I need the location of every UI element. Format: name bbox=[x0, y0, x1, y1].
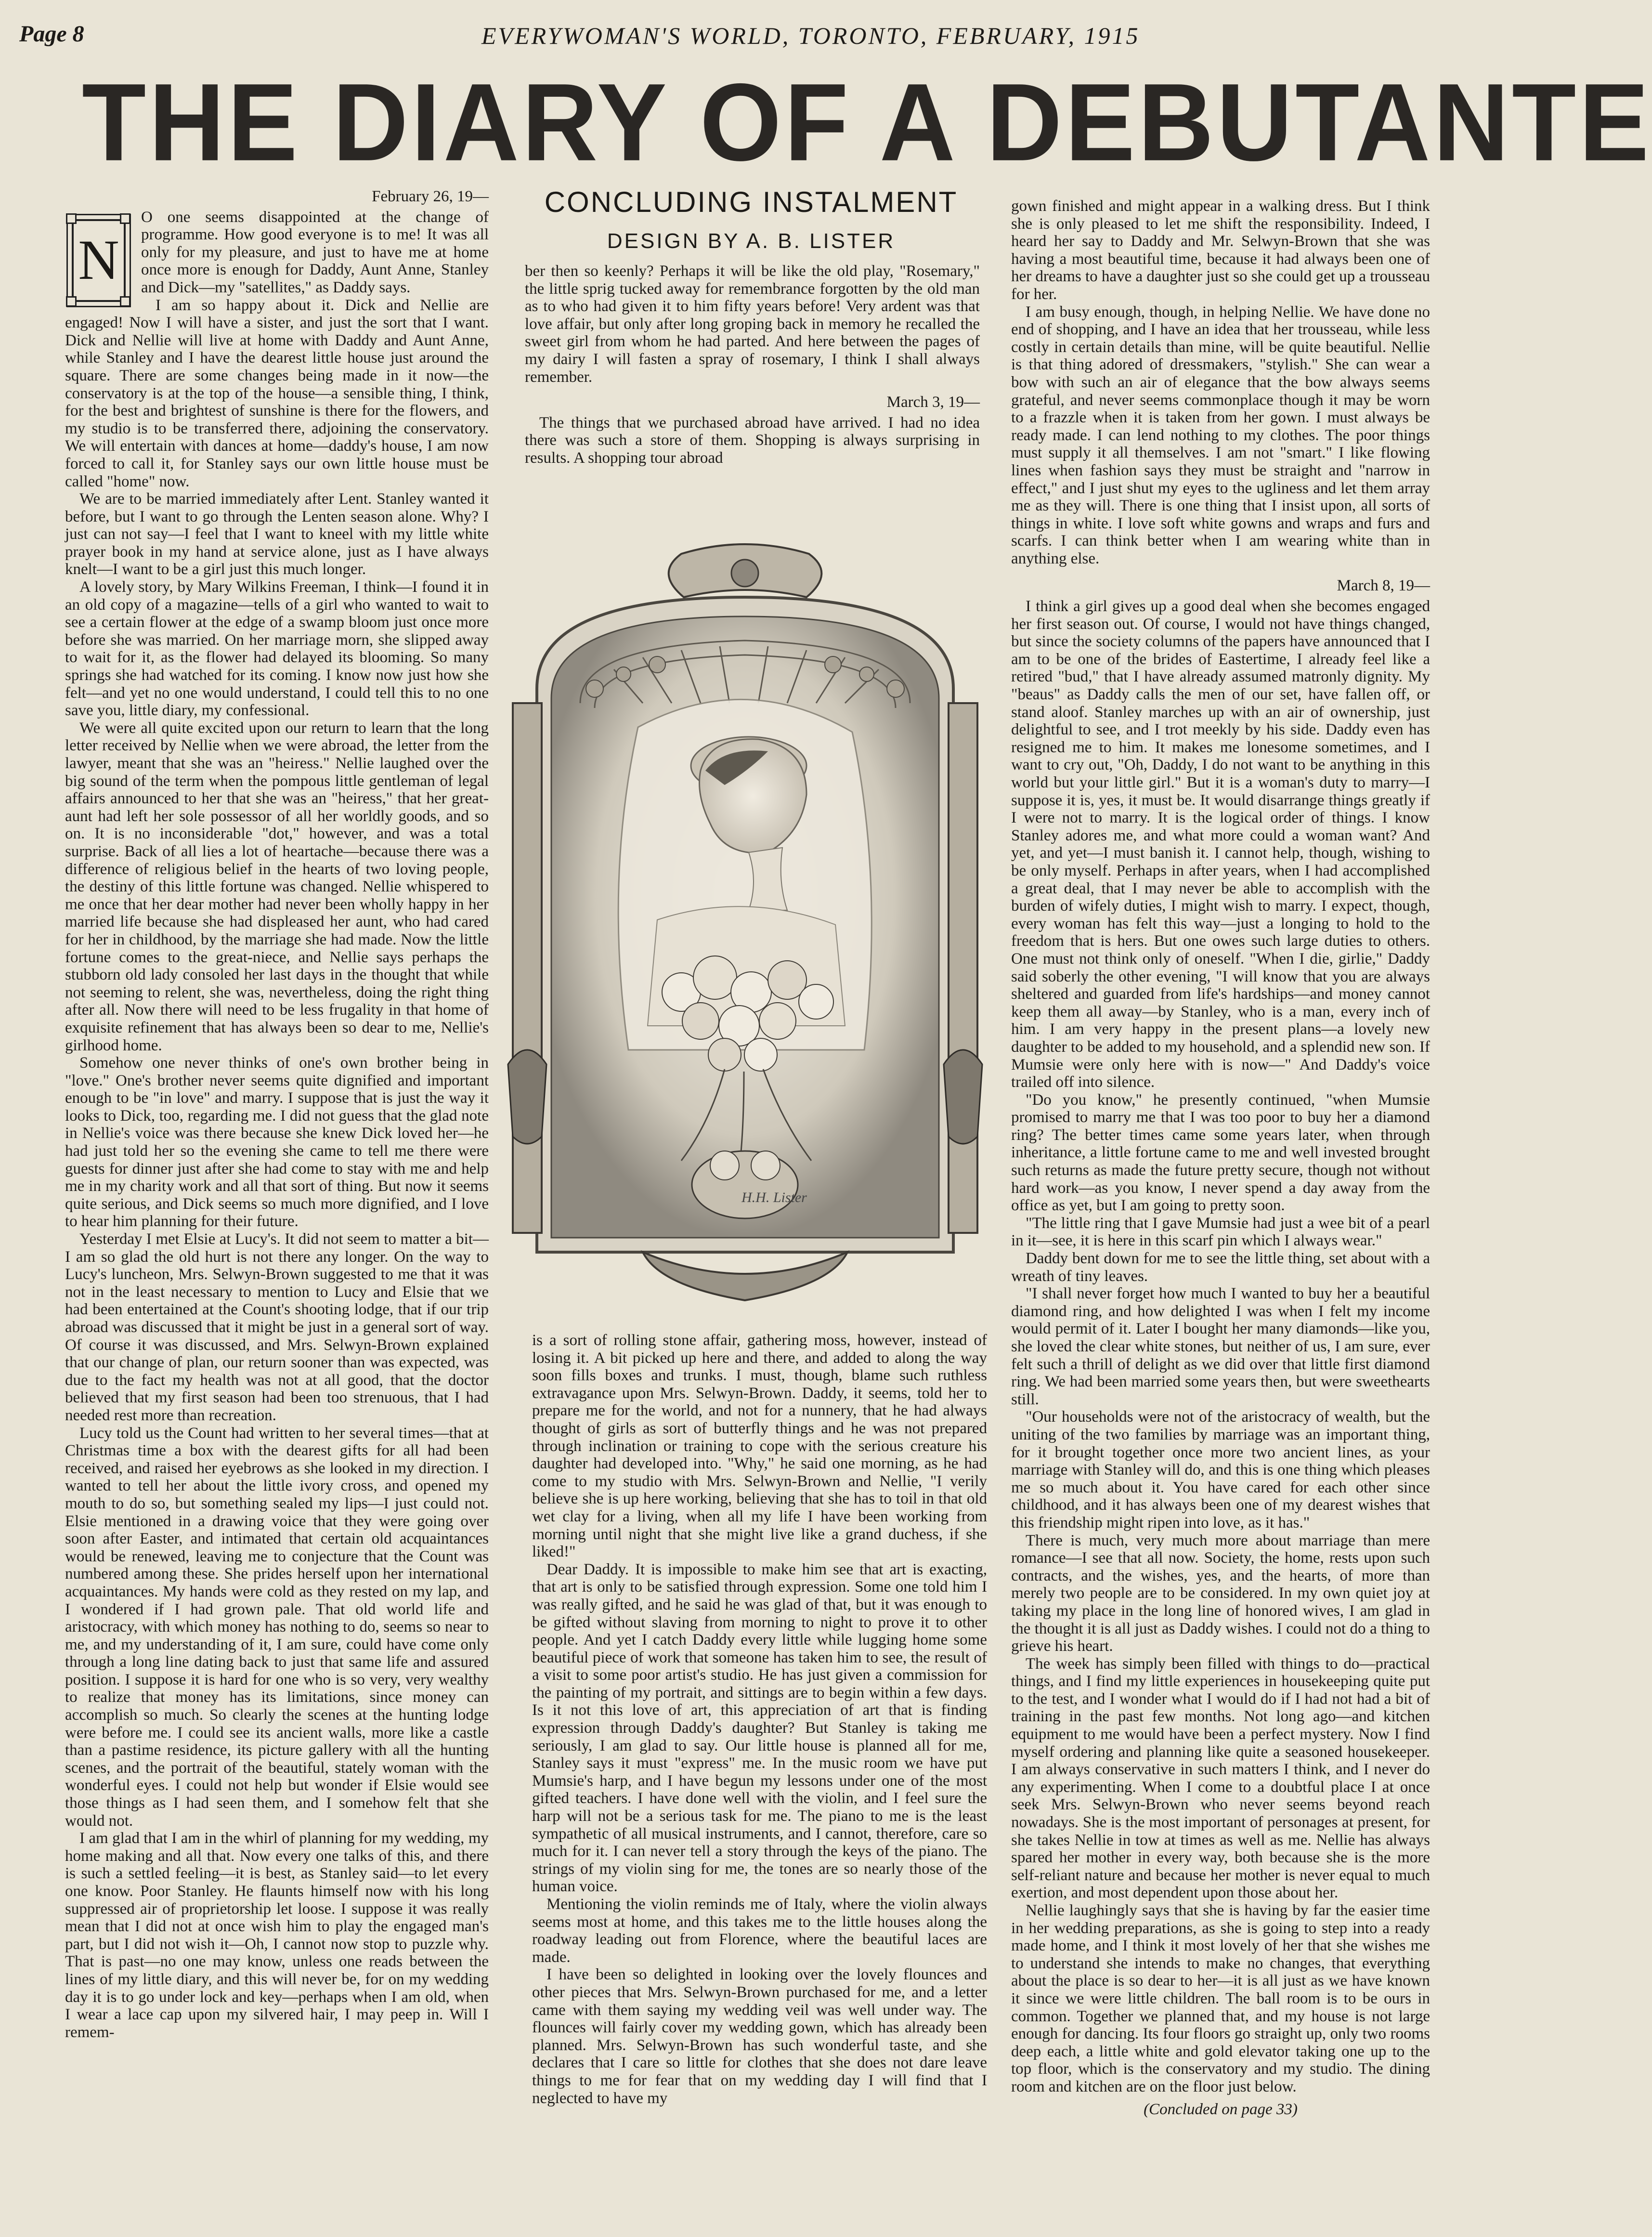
paragraph: I think a girl gives up a good deal when she becomes engaged her first season out. Of course, I would not have things changed, but since the society columns of the papers have announced that I am to be one of the brides of Eastertime, I already feel like a retired "bud," that I have already assumed matronly dignity. My "beaus" as Daddy calls the men of our set, have fallen off, or stand aloof. Stanley marches up with an air of ownership, just delightful to see, and I trot meekly by his side. Daddy even has resigned me to him. It makes me lonesome sometimes, and I want to cry out, "Oh, Daddy, I do not want to be anything in this world but your little girl." But it is a woman's duty to marry—I suppose it is, yes, it must be. It would disarrange things greatly if I were not to marry. It is the logical order of things. I know Stanley adores me, and what more could a woman want? And yet, and yet—I must banish it. I cannot help, though, wishing to be only myself. Perhaps in after years, when I had accomplished a great deal, that I may never be able to accomplish with the burden of wifely duties, I might wish to marry. I expect, though, every woman has felt this way—just a longing to hold to the freedom that is hers. But one owes such large duties to others. One must not think only of oneself. "When I die, girlie," Daddy said soberly the other evening, "I will know that you are always sheltered and guarded from life's hardships—and money cannot keep them all away—by Stanley, who is a man, every inch of him. I am very happy in the present plans—a lovely new daughter to be added to my household, and a splendid new son. If Mumsie were only here with is now—" And Daddy's voice trailed off into silence. bbox=[1011, 598, 1430, 1091]
bride-illustration bbox=[498, 544, 992, 1305]
paragraph: We are to be married immediately after Lent. Stanley wanted it before, but I want to go through the Lenten season alone. Why? I just can not say—I feel that I want to kneel with my little white prayer book in my hand at service alone, just as I have always knelt—I want to be a girl just this much longer. bbox=[65, 490, 489, 578]
diary-date: March 8, 19— bbox=[1337, 577, 1430, 595]
paragraph: is a sort of rolling stone affair, gathering moss, however, instead of losing it. A bit picked up here and there, and added to along the way soon fills boxes and trunks. I must, though, blame such ruthless extravagance upon Mrs. Selwyn-Brown. Daddy, it seems, told her to prepare me for the world, and not for a nunnery, that he had always thought of girls as sort of butterfly things and he was not prepared through inclination or training to cope with the serious creature his daughter had developed into. "Why," he said one morning, as he had come to my studio with Mrs. Selwyn-Brown and Nellie, "I verily believe she is up here working, believing that she has to toil in that old wet clay for a living, when all my life I have been working from morning until night that she might live like a grand duchess, if she liked!" bbox=[532, 1332, 987, 1561]
paragraph: Lucy told us the Count had written to her several times—that at Christmas time a box with the dearest gifts for all had been received, and raised her eyebrows as she looked in my direction. I wanted to tell her about the little ivory cross, and opened my mouth to do so, but something sealed my lips—I just could not. Elsie mentioned in a drawing voice that they were going over soon after Easter, and intimated that certain old acquaintances would be renewed, leaving me to conjecture that the Count was numbered among these. She prides herself upon her international acquaintances. My hands were cold as they rested on my lap, and I wondered if I had grown pale. That old world life and aristocracy, with which money has nothing to do, seems so near to me, and my understanding of it, I am sure, could have come only through a long line dating back to just that same life and assured position. I suppose it is hard for one who is so very, very wealthy to realize that money has its limitations, since money can accomplish so much. So clearly the scenes at the hunting lodge were before me. I could see its ancient walls, more like a castle than a pastime residence, its picture gallery with all the hunting scenes, and the portrait of the beautiful, stately woman with the wonderful eyes. I could not help but wonder if Elsie would see those things as I had seen them, and I somehow felt that she would not. bbox=[65, 1424, 489, 1830]
diary-date: March 3, 19— bbox=[886, 393, 980, 411]
column-3 bbox=[1011, 197, 1430, 2118]
paragraph: We were all quite excited upon our return to learn that the long letter received by Nellie when we were abroad, the letter from the lawyer, meant that she was an "heiress." Nellie laughed over the big sound of the term when the pompous little gentleman of legal affairs announced to her that she was an "heiress," that her great-aunt had left her sole possessor of all her worldly goods, and so on. It is no inconsiderable "dot," however, and was a total surprise. Back of all lies a lot of heartache—because there was a difference of religious belief in the hearts of two loving people, the destiny of this little fortune was changed. Nellie whispered to me once that her dear mother had never been wholly happy in her married life because she had displeased her aunt, who had cared for her in childhood, by the marriage she had made. Now the little fortune comes to the great-niece, and Nellie says perhaps the stubborn old lady consoled her last days in the thought that while not seeming to relent, she was, nevertheless, doing the right thing after all. Now there will need to be less frugality in that home of exquisite refinement that has always been so dear to me, Nellie's girlhood home. bbox=[65, 719, 489, 1054]
running-header bbox=[19, 17, 1464, 60]
column-1 bbox=[65, 188, 489, 2041]
continuation-note: (Concluded on page 33) bbox=[1144, 2100, 1298, 2118]
illustrator-signature: H.H. Lister bbox=[741, 1190, 807, 1205]
paragraph: "Do you know," he presently continued, "when Mumsie promised to marry me that I was too poor to buy her a diamond ring? The better times came some years later, when through inheritance, a little fortune came to me and well invested brought such returns as made the future pretty secure, though not without hard work—as you know, I never spend a day away from the office as yet, but I am going to pretty soon. bbox=[1011, 1091, 1430, 1215]
paragraph: Nellie laughingly says that she is having by far the easier time in her wedding preparations, as she is going to step into a ready made home, and I think it most lovely of her that she wishes me to understand she intends to make no changes, that everything about the place is so dear to her—it is all just as we have known it since we were little children. The ball room is to be ours in common. Together we planned that, and my house is not large enough for dancing. Its four floors go straight up, only two rooms deep each, a little white and gold elevator taking one up to the top floor, which is the conservatory and my studio. The dining room and kitchen are on the floor just below. bbox=[1011, 1902, 1430, 2095]
paragraph: The week has simply been filled with things to do—practical things, and I find my little experiences in housekeeping quite put to the test, and I wonder what I would do if I had not had a bit of training in the past few months. Not long ago—and kitchen equipment to me would have been a perfect mystery. Now I find myself ordering and planning like quite a seasoned housekeeper. I am always conservative in such matters I think, and I never do any experimenting. When I come to a doubtful place I at once seek Mrs. Selwyn-Brown who never seems beyond reach nowadays. She is the most important of personages at present, for she takes Nellie in tow at times as well as me. Nellie has always spared her mother in every way, both because she is the more self-reliant nature and because her mother is never equal to much exertion, and most dependent upon those about her. bbox=[1011, 1655, 1430, 1902]
paragraph: Daddy bent down for me to see the little thing, set about with a wreath of tiny leaves. bbox=[1011, 1250, 1430, 1285]
article-subheading bbox=[530, 185, 973, 253]
journal-title: EVERYWOMAN'S WORLD, TORONTO, FEBRUARY, 1915 bbox=[481, 22, 1140, 49]
paragraph: "Our households were not of the aristocracy of wealth, but the uniting of the two families by marriage was an important thing, for it brought together once more two ancient lines, as your marriage with Stanley will do, and this is one thing which pleases me so much about it. You have cared for each other since childhood, and it has always been one of my dearest wishes that this friendship might ripen into love, as it has." bbox=[1011, 1408, 1430, 1531]
paragraph: Yesterday I met Elsie at Lucy's. It did not seem to matter a bit—I am so glad the old hurt is not there any longer. On the way to Lucy's luncheon, Mrs. Selwyn-Brown suggested to me that it was not in the least necessary to mention to Lucy and Elsie that we had been entertained at the Count's shooting lodge, that if our trip abroad was discussed that it might be just in a general sort of way. Of course it was discussed, and Mrs. Selwyn-Brown explained that our change of plan, our return sooner than was expected, was due to the fact my health was not at all good, that the doctor believed that my first season had been too strenuous, that I had needed rest more than recreation. bbox=[65, 1230, 489, 1424]
paragraph: There is much, very much more about marriage than mere romance—I see that all now. Society, the home, rests upon such contracts, and the wishes, yes, and the hearts, of more than merely two people are to be considered. In my own quiet joy at taking my place in the long line of honored wives, I am glad in the thought it is all just as Daddy wishes. I could not do a thing to grieve his heart. bbox=[1011, 1531, 1430, 1655]
paragraph: I am glad that I am in the whirl of planning for my wedding, my home making and all that. Now every one talks of this, and there is such a settled feeling—it is best, as Stanley said—to let every one know. Poor Stanley. He flaunts himself now with his long suppressed air of proprietorship let loose. I suppose it was really mean that I did not at once wish him to play the engaged man's part, but I did not wish it—Oh, I cannot now stop to puzzle why. That is past—no one may know, unless one reads between the lines of my little diary, and this will never be, for on my wedding day it is to go under lock and key—perhaps when I am old, when I wear a lace cap upon my silvered hair, I may peep in. Will I remem- bbox=[65, 1830, 489, 2041]
paragraph: ber then so keenly? Perhaps it will be like the old play, "Rosemary," the little sprig tucked away for remembrance forgotten by the old man as to who had given it to him fifty years before! Very ardent was that love affair, but only after long groping back in memory he recalled the sweet girl from whom he had parted. And here between the pages of my dairy I will fasten a spray of rosemary, I think I shall always remember. bbox=[525, 262, 980, 386]
paragraph: A lovely story, by Mary Wilkins Freeman, I think—I found it in an old copy of a magazine—tells of a girl who wanted to wait to see a certain flower at the edge of a swamp bloom just once more before she was married. On her marriage morn, she slipped away to wait for it, as the flower had delayed its blooming. So many springs she had watched for its coming. I know now just how she felt—and yet no one would understand, I could tell this to no one save you, little diary, my confessional. bbox=[65, 578, 489, 720]
paragraph: I have been so delighted in looking over the lovely flounces and other pieces that Mrs. Selwyn-Brown purchased for me, and a letter came with them saying my wedding veil was well under way. The flounces will fairly cover my wedding gown, which has already been planned. Mrs. Selwyn-Brown has such wonderful taste, and she declares that I care so little for clothes that she does not dare leave things to me for fear that on my wedding day I will find that I neglected to have my bbox=[532, 1966, 987, 2107]
instalment-label: CONCLUDING INSTALMENT bbox=[544, 186, 958, 218]
paragraph: "I shall never forget how much I wanted to buy her a beautiful diamond ring, and how delighted I was when I felt my income would permit of it. Later I bought her many diamonds—like you, she loved the clear white stones, but neither of us, I am sure, ever felt such a thrill of delight as we did over that little first diamond ring. We had been married some years then, but were sweethearts still. bbox=[1011, 1285, 1430, 1408]
paragraph: O one seems disappointed at the change of programme. How good everyone is to me! It was all only for my pleasure, and just to have me at home once more is enough for Daddy, Aunt Anne, Stanley and Dick—my "satellites," as Daddy says. bbox=[141, 208, 489, 296]
drop-cap bbox=[65, 209, 132, 312]
paragraph: I am busy enough, though, in helping Nellie. We have done no end of shopping, and I have an idea that her trousseau, while less costly in certain details than mine, will be quite beautiful. Nellie is that thing adored of dressmakers, "stylish." She can wear a bow with such an air of elegance that the bow always seems grateful, and never seems commonplace though it may be worn to a frazzle when it is taken from her gown. I must always be ready made. I can lend nothing to my clothes. The poor things must supply it all themselves. I am not "smart." I like flowing lines when fashion says they must be straight and "narrow in effect," and I just shut my eyes to the ugliness and let them array me as they will. There is one thing that I insist upon, all sorts of things in white. I love soft white gowns and wraps and furs and scarfs. I can think better when I am wearing white than in anything else. bbox=[1011, 303, 1430, 567]
drop-cap-letter: N bbox=[72, 219, 126, 302]
paragraph: I am so happy about it. Dick and Nellie are engaged! Now I will have a sister, and just the sort that I want. Dick and Nellie will live at home with Daddy and Aunt Anne, while Stanley and I have the dearest little house just around the square. There are some changes being made in it now—the conservatory is at the top of the house—a sensible thing, I think, for the best and brightest of sunshine is there for the flowers, and my studio is to be transferred there, adjoining the conservatory. We will entertain with dances at home—daddy's house, I am now forced to call it, for Stanley says our own little house must be called "home" now. bbox=[65, 296, 489, 490]
column-2-top bbox=[525, 262, 980, 467]
paragraph: "The little ring that I gave Mumsie had just a wee bit of a pearl in it—see, it is here in this scarf pin which I always wear." bbox=[1011, 1214, 1430, 1250]
paragraph: Somehow one never thinks of one's own brother being in "love." One's brother never seems quite dignified and important enough to be "in love" and marry. I suppose that is just the way it looks to Dick, too, regarding me. I did not guess that the glad note in Nellie's voice was there because she knew Dick loved her—he had just told her so the evening she came to tell me there were guests for dinner just after she had come to stay with me and help me in my charity work and all that sort of thing. But now it seems quite serious, and Dick seems so much more dignified, and I love to hear him planning for their future. bbox=[65, 1054, 489, 1230]
paragraph: Dear Daddy. It is impossible to make him see that art is exacting, that art is only to be satisfied through expression. Some one told him I was really gifted, and he said he was glad of that, but it was enough to be gifted without slaving from morning to night to prove it to other people. And yet I catch Daddy every little while lugging home some beautiful piece of work that someone has taken him to see, the result of a visit to some poor artist's studio. He has just given a commission for the painting of my portrait, and sittings are to begin within a few days. Is it not this love of art, this appreciation of art that is finding expression through Daddy's daughter? But Stanley is taking me seriously, I am glad to say. Our little house is planned all for me, Stanley says it must "express" me. In the music room we have put Mumsie's harp, and I have begun my lessons under one of the most gifted teachers. I have done well with the violin, and I feel sure the harp will not be a serious task for me. The piano to me is the least sympathetic of all musical instruments, and I cannot, therefore, care so much for it. I can never tell a story through the keys of the piano. The strings of my violin sing for me, the tones are so nearly those of the human voice. bbox=[532, 1560, 987, 1896]
paragraph: Mentioning the violin reminds me of Italy, where the violin always seems most at home, and this takes me to the little houses along the roadway leading out from Florence, where the beautiful laces are made. bbox=[532, 1896, 987, 1966]
article-title: THE DIARY OF A DEBUTANTE bbox=[82, 61, 1652, 184]
paragraph: gown finished and might appear in a walking dress. But I think she is only pleased to let me shift the responsibility. Indeed, I heard her say to Daddy and Mr. Selwyn-Brown that she was having a most beautiful time, because it had always been one of her dreams to have a daughter just so she could get up a trousseau for her. bbox=[1011, 197, 1430, 303]
column-2-bottom bbox=[532, 1332, 987, 2107]
page-number: Page 8 bbox=[19, 21, 84, 47]
diary-date: February 26, 19— bbox=[372, 188, 489, 205]
paragraph: The things that we purchased abroad have arrived. I had no idea there was such a store of them. Shopping is always surprising in results. A shopping tour abroad bbox=[525, 414, 980, 467]
design-credit: DESIGN BY A. B. LISTER bbox=[607, 229, 896, 253]
